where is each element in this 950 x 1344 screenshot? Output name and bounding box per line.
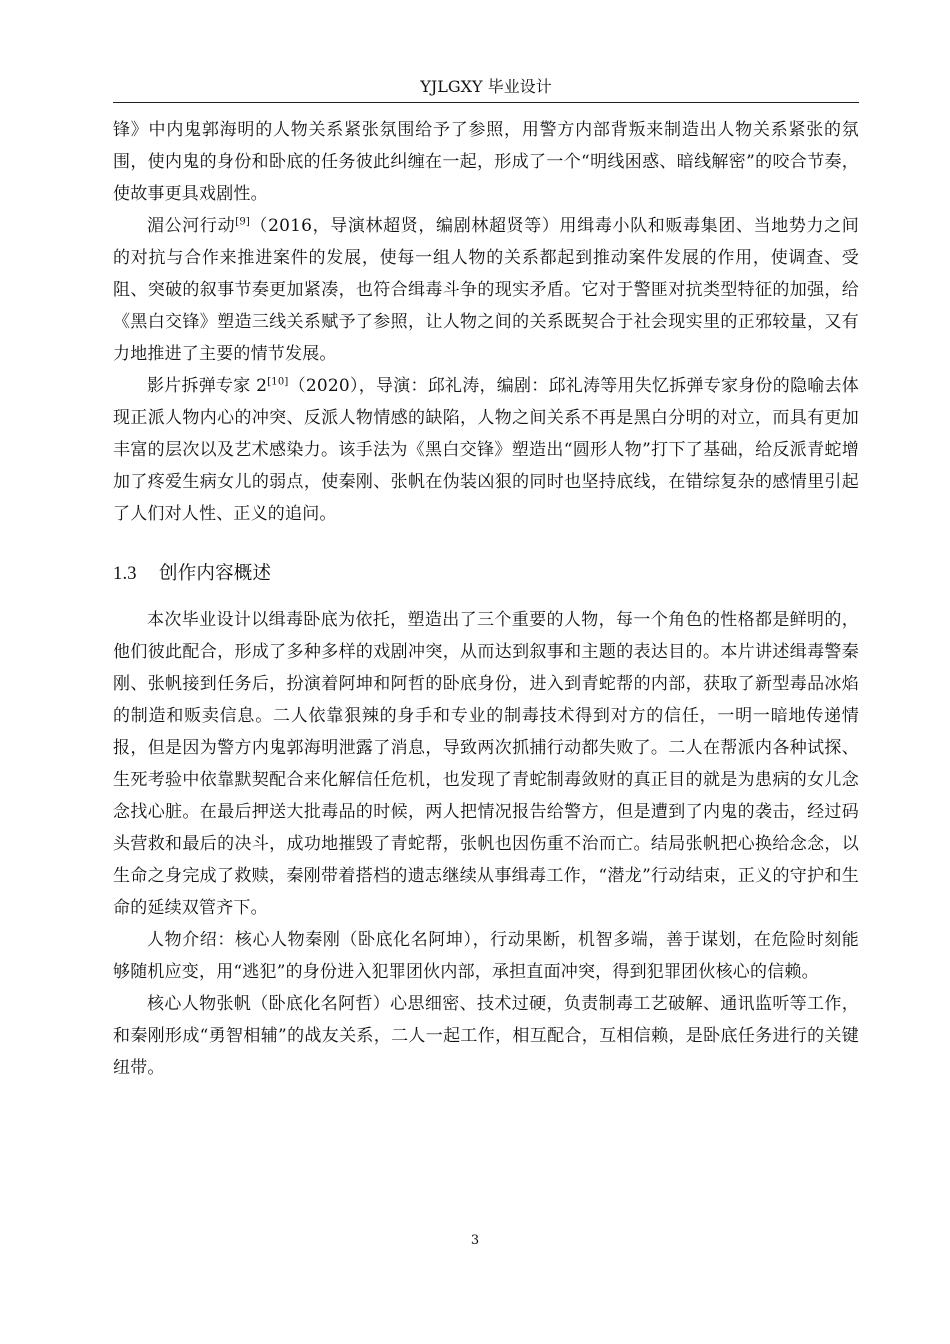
section-heading (113, 558, 859, 590)
section-number: 1.3 (113, 564, 137, 584)
paragraph-text: 影片拆弹专家 2 (147, 376, 268, 396)
citation-ref: [10] (267, 376, 289, 388)
paragraph-character-zhang: 核心人物张帆（卧底化名阿哲）心思细密、技术过硬，负责制毒工艺破解、通讯监听等工作，和秦刚形成“勇智相辅”的战友关系，二人一起工作，相互配合，互相信赖，是卧底任务进行的关键纽带。 (113, 994, 859, 1078)
body-text (113, 114, 859, 1084)
section-title: 创作内容概述 (159, 563, 272, 584)
paragraph-text: （2016，导演林超贤，编剧林超贤等）用缉毒小队和贩毒集团、当地势力之间的对抗与合作来推进案件的发展，使每一组人物的关系都起到推动案件发展的作用，使调查、受阻、突破的叙事节奏更加紧凑，也符合缉毒斗争的现实矛盾。它对于警匪对抗类型特征的加强，给《黑白交锋》塑造三线关系赋予了参照，让人物之间的关系既契合于社会现实里的正邪较量，又有力地推进了主要的情节发展。 (113, 216, 860, 364)
paragraph-character-qin: 人物介绍：核心人物秦刚（卧底化名阿坤），行动果断，机智多端，善于谋划，在危险时刻能够随机应变，用“逃犯”的身份进入犯罪团伙内部，承担直面冲突，得到犯罪团伙核心的信赖。 (113, 930, 859, 982)
citation-ref: [9] (235, 216, 250, 228)
paragraph-overview: 本次毕业设计以缉毒卧底为依托，塑造出了三个重要的人物，每一个角色的性格都是鲜明的，他们彼此配合，形成了多种多样的戏剧冲突，从而达到叙事和主题的表达目的。本片讲述缉毒警秦刚、张帆接到任务后，扮演着阿坤和阿哲的卧底身份，进入到青蛇帮的内部，获取了新型毒品冰焰的制造和贩卖信息。二人依靠狠辣的身手和专业的制毒技术得到对方的信任，一明一暗地传递情报，但是因为警方内鬼郭海明泄露了消息，导致两次抓捕行动都失败了。二人在帮派内各种试探、生死考验中依靠默契配合来化解信任危机，也发现了青蛇制毒敛财的真正目的就是为患病的女儿念念找心脏。在最后押送大批毒品的时候，两人把情况报告给警方，但是遭到了内鬼的袭击，经过码头营救和最后的决斗，成功地摧毁了青蛇帮，张帆也因伤重不治而亡。结局张帆把心换给念念，以生命之身完成了救赎，秦刚带着搭档的遗志继续从事缉毒工作，“潜龙”行动结束，正义的守护和生命的延续双管齐下。 (113, 610, 859, 918)
paragraph-continued: 锋》中内鬼郭海明的人物关系紧张氛围给予了参照，用警方内部背叛来制造出人物关系紧张的氛围，使内鬼的身份和卧底的任务彼此纠缠在一起，形成了一个“明线困惑、暗线解密”的咬合节奏，使故事更具戏剧性。 (113, 120, 859, 204)
page-number: 3 (470, 1233, 480, 1248)
paragraph-text: 湄公河行动 (147, 216, 236, 236)
paragraph-text: （2020），导演：邱礼涛，编剧：邱礼涛等用失忆拆弹专家身份的隐喻去体现正派人物内心的冲突、反派人物情感的缺陷，人物之间关系不再是黑白分明的对立，而具有更加丰富的层次以及艺术感染力。该手法为《黑白交锋》塑造出“圆形人物”打下了基础，给反派青蛇增加了疼爱生病女儿的弱点，使秦刚、张帆在伪装凶狠的同时也坚持底线，在错综复杂的感情里引起了人们对人性、正义的追问。 (113, 376, 859, 524)
page-footer (0, 1233, 950, 1248)
page-header (113, 76, 859, 103)
paragraph-shock-wave (113, 370, 859, 530)
paragraph-mekong-operation (113, 210, 859, 370)
header-title: YJLGXY 毕业设计 (420, 77, 552, 96)
